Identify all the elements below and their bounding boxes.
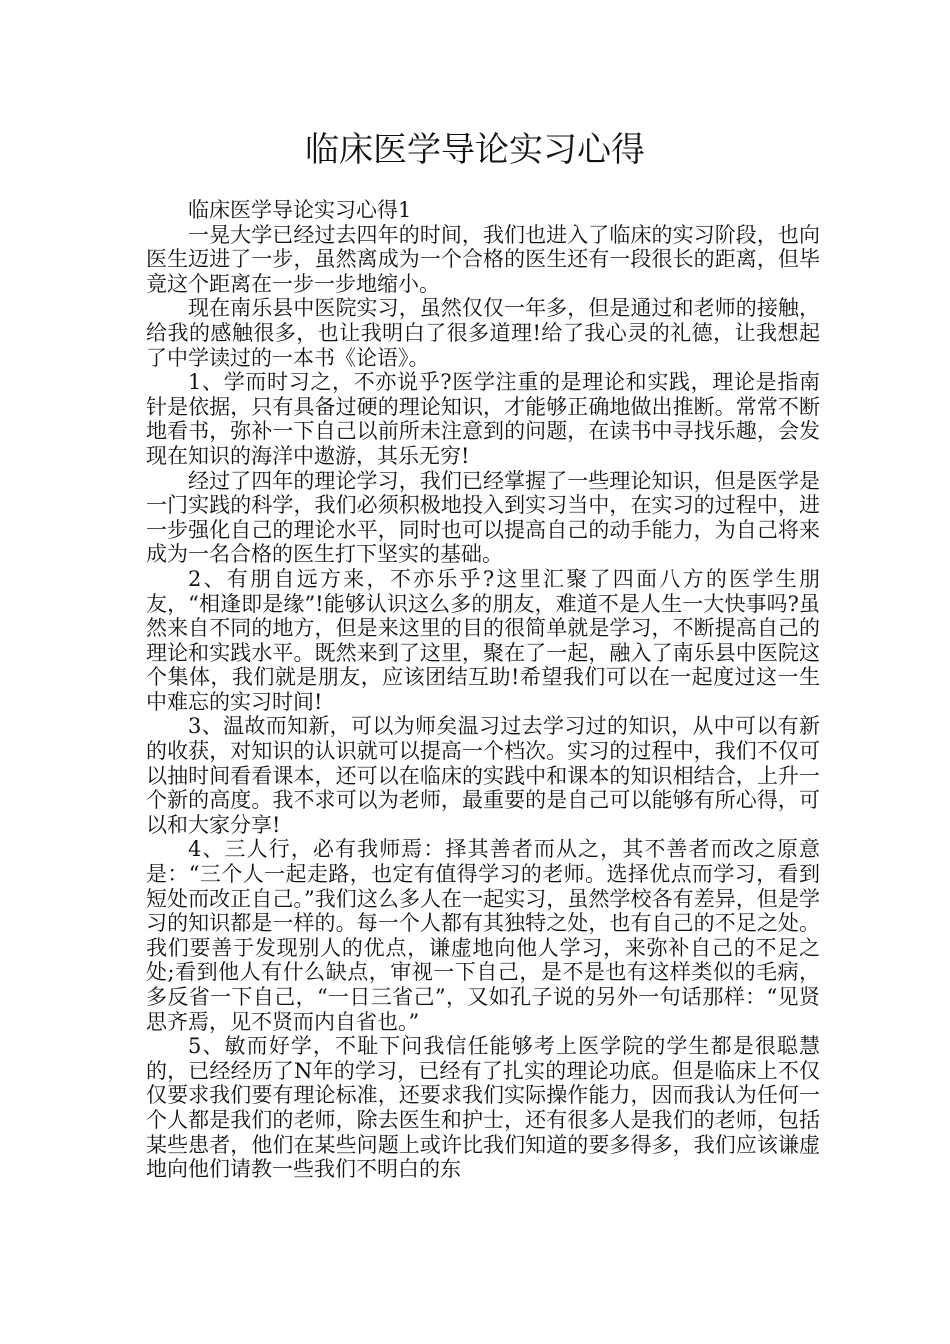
paragraph-point-2: 2、有朋自远方来，不亦乐乎?这里汇聚了四面八方的医学生朋友，“相逢即是缘”!能够认识这么多的朋友，难道不是人生一大快事吗?虽然来自不同的地方，但是来这里的目的很简单就是学习，不断提高自己的理论和实践水平。既然来到了这里，聚在了一起，融入了南乐县中医院这个集体，我们就是朋友，应该团结互助!希望我们可以在一起度过这一生中难忘的实习时间! [146, 566, 820, 714]
paragraph-point-3: 3、温故而知新，可以为师矣温习过去学习过的知识，从中可以有新的收获，对知识的认识就可以提高一个档次。实习的过程中，我们不仅可以抽时间看看课本，还可以在临床的实践中和课本的知识相结合，上升一个新的高度。我不求可以为老师，最重要的是自己可以能够有所心得，可以和大家分享! [146, 714, 820, 837]
paragraph-hospital: 现在南乐县中医院实习，虽然仅仅一年多，但是通过和老师的接触，给我的感触很多，也让我明白了很多道理!给了我心灵的礼德，让我想起了中学读过的一本书《论语》。 [146, 296, 820, 370]
document-body [146, 198, 820, 1182]
paragraph-point-4: 4、三人行，必有我师焉：择其善者而从之，其不善者而改之原意是：“三个人一起走路，也定有值得学习的老师。选择优点而学习，看到短处而改正自己。”我们这么多人在一起实习，虽然学校各有差异，但是学习的知识都是一样的。每一个人都有其独特之处，也有自己的不足之处。我们要善于发现别人的优点，谦虚地向他人学习，来弥补自己的不足之处;看到他人有什么缺点，审视一下自己，是不是也有这样类似的毛病，多反省一下自己，“一日三省己”，又如孔子说的另外一句话那样：“见贤思齐焉，见不贤而内自省也。” [146, 837, 820, 1034]
paragraph-point-5: 5、敏而好学，不耻下问我信任能够考上医学院的学生都是很聪慧的，已经经历了N年的学习，已经有了扎实的理论功底。但是临床上不仅仅要求我们要有理论标准，还要求我们实际操作能力，因而我认为任何一个人都是我们的老师，除去医生和护士，还有很多人是我们的老师，包括某些患者，他们在某些问题上或许比我们知道的要多得多，我们应该谦虚地向他们请教一些我们不明白的东 [146, 1034, 820, 1182]
document-title: 临床医学导论实习心得 [305, 130, 645, 170]
paragraph-point-1: 1、学而时习之，不亦说乎?医学注重的是理论和实践，理论是指南针是依据，只有具备过硬的理论知识，才能够正确地做出推断。常常不断地看书，弥补一下自己以前所未注意到的问题，在读书中寻找乐趣，会发现在知识的海洋中遨游，其乐无穷! [146, 370, 820, 468]
paragraph-subtitle: 临床医学导论实习心得1 [188, 198, 412, 222]
paragraph-theory: 经过了四年的理论学习，我们已经掌握了一些理论知识，但是医学是一门实践的科学，我们必须积极地投入到实习当中，在实习的过程中，进一步强化自己的理论水平，同时也可以提高自己的动手能力，为自己将来成为一名合格的医生打下坚实的基础。 [146, 468, 820, 567]
paragraph-intro: 一晃大学已经过去四年的时间，我们也进入了临床的实习阶段，也向医生迈进了一步，虽然离成为一个合格的医生还有一段很长的距离，但毕竟这个距离在一步一步地缩小。 [146, 222, 820, 296]
